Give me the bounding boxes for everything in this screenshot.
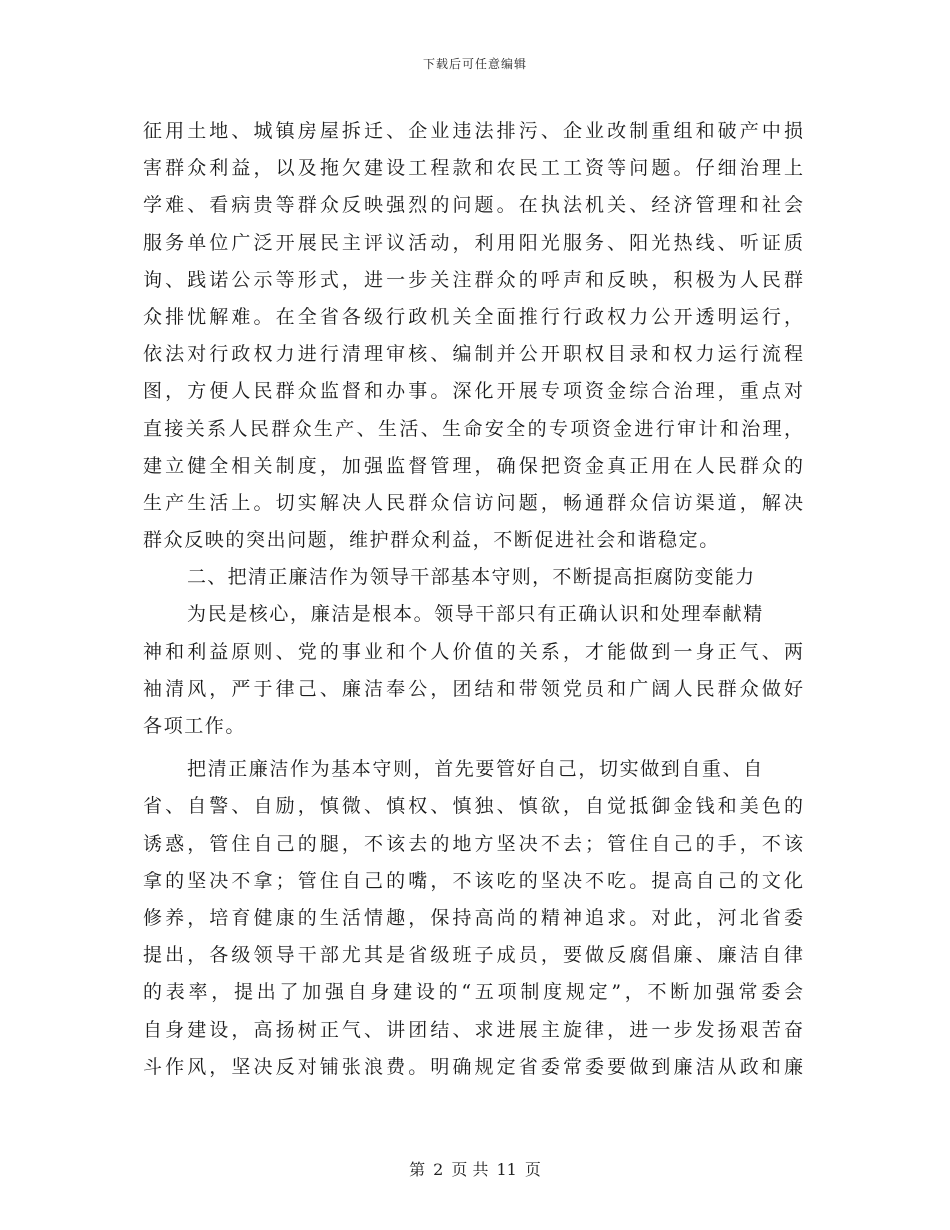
text-line: 害群众利益，以及拖欠建设工程款和农民工工资等问题。仔细治理上 <box>143 157 803 180</box>
footer-middle: 页 共 <box>451 1160 489 1179</box>
text-line: 诱惑，管住自己的腿，不该去的地方坚决不去；管住自己的手，不该 <box>143 832 803 855</box>
text-line: 省、自警、自励，慎微、慎权、慎独、慎欲，自觉抵御金钱和美色的 <box>143 795 803 818</box>
text-line: 神和利益原则、党的事业和个人价值的关系，才能做到一身正气、两 <box>143 640 803 663</box>
text-line: 服务单位广泛开展民主评议活动，利用阳光服务、阳光热线、听证质 <box>143 231 803 254</box>
section-heading: 二、把清正廉洁作为领导干部基本守则，不断提高拒腐防变能力 <box>187 566 756 589</box>
text-line: 自身建设，高扬树正气、讲团结、求进展主旋律，进一步发扬艰苦奋 <box>143 1018 803 1041</box>
page-header: 下载后可任意编辑 <box>422 57 527 71</box>
current-page-number: 2 <box>433 1160 444 1179</box>
paragraph-3 <box>143 751 803 1086</box>
text-line: 生产生活上。切实解决人民群众信访问题，畅通群众信访渠道，解决 <box>143 491 803 514</box>
document-body <box>143 113 803 1086</box>
page-footer <box>0 1157 950 1180</box>
footer-prefix: 第 <box>409 1160 426 1179</box>
text-line: 为民是核心，廉洁是根本。领导干部只有正确认识和处理奉献精 <box>187 603 764 626</box>
text-line: 群众反映的突出问题，维护群众利益，不断促进社会和谐稳定。 <box>143 529 720 552</box>
text-line: 提出，各级领导干部尤其是省级班子成员，要做反腐倡廉、廉洁自律 <box>143 944 803 967</box>
text-line: 拿的坚决不拿；管住自己的嘴，不该吃的坚决不吃。提高自己的文化 <box>143 869 803 892</box>
footer-suffix: 页 <box>524 1160 541 1179</box>
total-pages-number: 11 <box>496 1160 517 1179</box>
text-line: 直接关系人民群众生产、生活、生命安全的专项资金进行审计和治理， <box>143 417 803 440</box>
paragraph-1 <box>143 113 803 559</box>
text-line: 袖清风，严于律己、廉洁奉公，团结和带领党员和广阔人民群众做好 <box>143 677 803 700</box>
text-line: 各项工作。 <box>143 715 247 737</box>
text-line: 学难、看病贵等群众反映强烈的问题。在执法机关、经济管理和社会 <box>143 194 803 217</box>
text-line: 询、践诺公示等形式，进一步关注群众的呼声和反映，积极为人民群 <box>143 268 803 291</box>
paragraph-2 <box>143 596 803 745</box>
text-line: 依法对行政权力进行清理审核、编制并公开职权目录和权力运行流程 <box>143 343 803 366</box>
text-line: 的表率，提出了加强自身建设的“五项制度规定”，不断加强常委会 <box>143 981 803 1004</box>
text-line: 把清正廉洁作为基本守则，首先要管好自己，切实做到自重、自 <box>187 758 764 781</box>
text-line: 斗作风，坚决反对铺张浪费。明确规定省委常委要做到廉洁从政和廉 <box>143 1055 803 1078</box>
text-line: 征用土地、城镇房屋拆迁、企业违法排污、企业改制重组和破产中损 <box>143 120 803 142</box>
text-line: 修养，培育健康的生活情趣，保持高尚的精神追求。对此，河北省委 <box>143 906 803 929</box>
text-line: 图，方便人民群众监督和办事。深化开展专项资金综合治理，重点对 <box>143 380 803 403</box>
text-line: 建立健全相关制度，加强监督管理，确保把资金真正用在人民群众的 <box>143 454 803 477</box>
text-line: 众排忧解难。在全省各级行政机关全面推行行政权力公开透明运行， <box>143 305 803 328</box>
